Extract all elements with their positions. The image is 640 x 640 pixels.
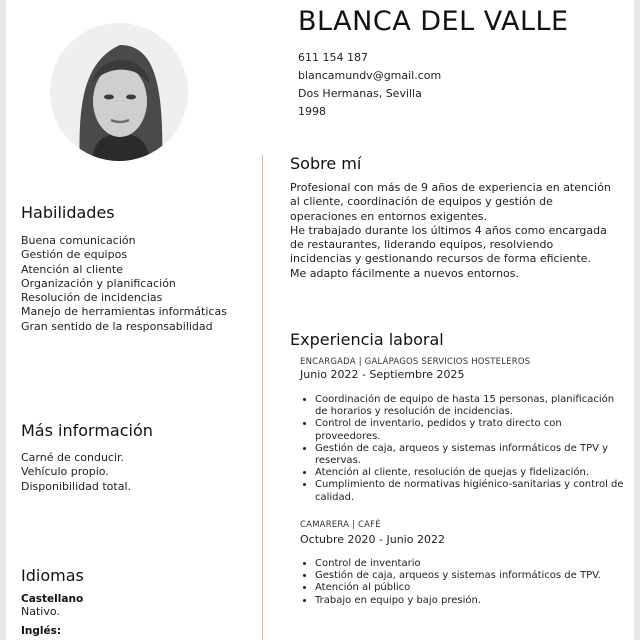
list-item: Disponibilidad total. [21, 479, 131, 493]
list-item: • Atención al público [315, 582, 629, 594]
email: blancamundv@gmail.com [298, 69, 442, 82]
column-divider [262, 155, 263, 640]
list-item: Gestión de equipos [21, 248, 128, 262]
languages-heading: Idiomas [21, 566, 84, 585]
about-paragraph: Me adapto fácilmente a nuevos entornos. [290, 266, 520, 280]
phone: 611 154 187 [298, 51, 368, 64]
list-item: • Gestión de caja, arqueos y sistemas informáticos de TPV y reservas. [315, 443, 629, 467]
about-paragraph: He trabajado durante los últimos 4 años como encargada de restaurantes, liderando equipos, resolviendo incidencias y gestionando recursos de forma eficiente. [290, 223, 607, 266]
more-info-heading: Más información [21, 421, 153, 440]
language-level: Nativo. [21, 605, 60, 618]
list-item: Manejo de herramientas informáticas [21, 305, 227, 319]
job-bullets [302, 558, 629, 607]
language-name: Castellano [21, 593, 84, 605]
cv-page [6, 0, 634, 640]
birth-year: 1998 [298, 105, 326, 118]
list-item: Vehículo propio. [21, 465, 109, 479]
about-text [290, 181, 612, 281]
list-item: • Control de inventario, pedidos y trato directo con proveedores. [315, 418, 629, 442]
list-item: • Gestión de caja, arqueos y sistemas informáticos de TPV. [315, 570, 629, 582]
list-item: • Control de inventario [315, 558, 629, 570]
about-paragraph: Profesional con más de 9 años de experiencia en atención al cliente, coordinación de equipos y gestión de operaciones en entornos exigentes. [290, 181, 611, 223]
list-item: Buena comunicación [21, 234, 136, 247]
about-heading: Sobre mí [290, 154, 362, 173]
list-item: • Cumplimiento de normativas higiénico-sanitarias y control de calidad. [315, 479, 629, 503]
language-name: Inglés: [21, 625, 62, 637]
job-bullets [302, 394, 629, 504]
list-item: Gran sentido de la responsabilidad [21, 319, 213, 333]
more-info-list [21, 451, 131, 494]
list-item: • Atención al cliente, resolución de quejas y fidelización. [315, 467, 629, 479]
list-item: • Coordinación de equipo de hasta 15 personas, planificación de horarios y resolución de incidencias. [315, 394, 629, 418]
contact-info [298, 49, 441, 121]
job-dates: Junio 2022 - Septiembre 2025 [300, 368, 465, 381]
experience-heading: Experiencia laboral [290, 330, 444, 349]
location: Dos Hermanas, Sevilla [298, 87, 422, 100]
skills-list [21, 234, 227, 334]
skills-heading: Habilidades [21, 203, 115, 222]
job-title: ENCARGADA | GALÁPAGOS SERVICIOS HOSTELEROS [300, 357, 531, 367]
list-item: Organización y planificación [21, 276, 176, 290]
job-title: CAMARERA | CAFÉ [300, 520, 381, 530]
list-item: Atención al cliente [21, 262, 123, 276]
candidate-name: BLANCA DEL VALLE [298, 6, 569, 37]
list-item: Resolución de incidencias [21, 291, 163, 305]
job-dates: Octubre 2020 - Junio 2022 [300, 533, 445, 546]
list-item: • Trabajo en equipo y bajo presión. [315, 595, 629, 607]
list-item: Carné de conducir. [21, 451, 125, 464]
profile-photo [50, 23, 188, 161]
